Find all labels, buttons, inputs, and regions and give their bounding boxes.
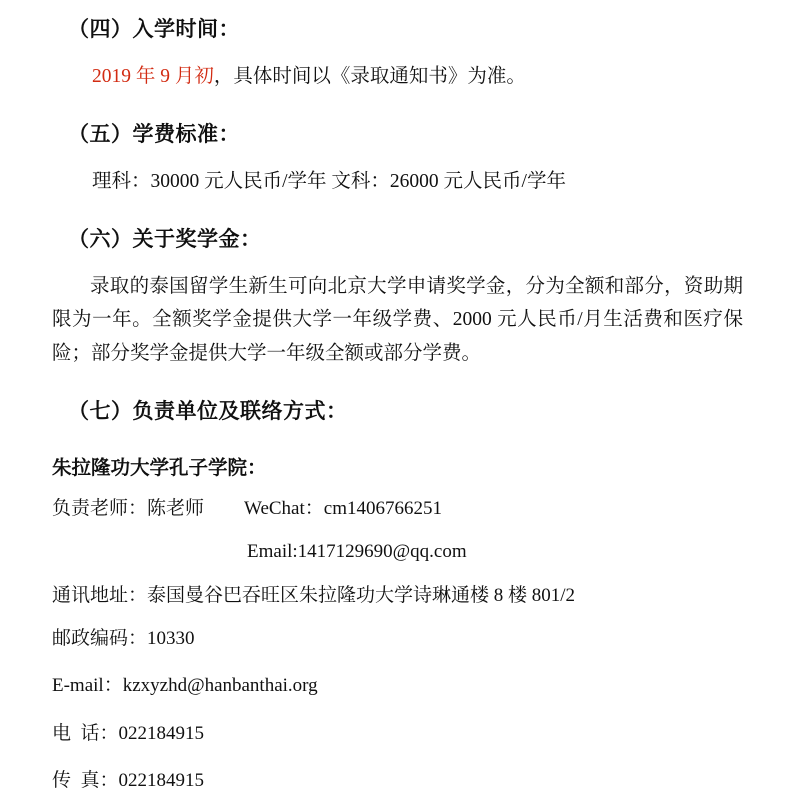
contact-line-address [52,581,743,610]
contact-email-label: E-mail： [52,675,123,697]
admission-time-rest: ，具体时间以《录取通知书》为准。 [213,65,526,87]
section-heading-contact: （七）负责单位及联络方式： [68,400,348,424]
paragraph-tuition: 理科：30000 元人民币/学年 文科：26000 元人民币/学年 [92,170,566,192]
contact-phone-label: 电 话： [52,722,119,744]
contact-postcode-value: 10330 [147,627,195,649]
contact-teacher-label: 负责老师： [52,497,148,519]
admission-date-highlight: 2019 年 9 月初 [92,65,214,87]
paragraph-admission-time [42,60,743,94]
contact-line-email [52,671,743,700]
contact-wechat: WeChat：cm1406766251 [244,497,442,519]
contact-phone-value: 022184915 [118,722,205,744]
contact-line-fax [52,766,743,795]
contact-line-teacher [52,494,743,523]
section-heading-scholarship: （六）关于奖学金： [68,228,262,252]
contact-line-postcode [52,624,743,653]
contact-address-value: 泰国曼谷巴吞旺区朱拉隆功大学诗琳通楼 8 楼 801/2 [147,584,576,606]
contact-line-phone [52,719,743,748]
contact-teacher-value: 陈老师 [147,497,205,519]
paragraph-scholarship: 录取的泰国留学生新生可向北京大学申请奖学金，分为全额和部分，资助期限为一年。全额奖学金提供大学一年级学费、2000 元人民币/月生活费和医疗保险；部分奖学金提供大学一年级全额或部分学费。 [52,275,743,364]
contact-address-label: 通讯地址： [52,584,148,606]
contact-email-value: kzxyzhd@hanbanthai.org [122,675,318,697]
section-heading-admission-time: （四）入学时间： [68,18,240,41]
section-heading-tuition: （五）学费标准： [68,123,240,147]
contact-postcode-label: 邮政编码： [52,627,148,649]
contact-fax-label: 传 真： [52,770,119,792]
contact-line-email-qq: Email:1417129690@qq.com [247,541,467,563]
contact-organization-name: 朱拉隆功大学孔子学院： [52,456,267,479]
contact-fax-value: 022184915 [118,770,205,792]
